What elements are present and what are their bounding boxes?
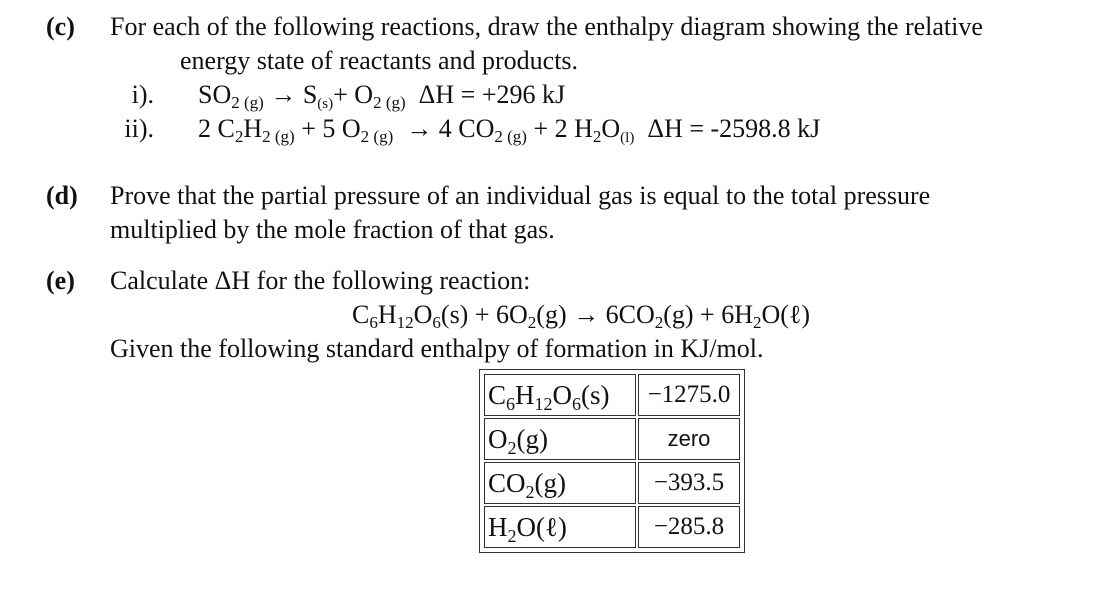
part-c-label: (c)	[46, 12, 75, 41]
table-row	[484, 506, 740, 548]
table-row	[484, 374, 740, 416]
enthalpy-value-cell: zero	[638, 418, 740, 460]
species-cell: $C_6H_{12}O_6(s)$	[484, 374, 636, 416]
part-e-label: (e)	[46, 266, 75, 295]
reaction-ii-equation: 2 C2H2 (g) + 5 O2 (g) → 4 CO2 (g) + 2 H2O(l) ΔH = -2598.8 kJ	[198, 114, 821, 146]
reaction-ii-numeral: ii).	[124, 114, 154, 143]
part-e-reaction: C6H12O6(s) + 6O2(g) → 6CO2(g) + 6H2O(ℓ)	[352, 300, 811, 332]
table-row	[484, 418, 740, 460]
species-cell: $H_2O(\ell)$	[484, 506, 636, 548]
enthalpy-value-cell: −393.5	[638, 462, 740, 504]
enthalpy-value-cell: −285.8	[638, 506, 740, 548]
part-d-question-line-1: Prove that the partial pressure of an individual gas is equal to the total pressure	[110, 181, 931, 210]
part-e-question-line-1: Calculate ΔH for the following reaction:	[110, 266, 531, 295]
species-cell: $O_2(g)$	[484, 418, 636, 460]
part-e-question-line-2: Given the following standard enthalpy of formation in KJ/mol.	[110, 334, 764, 363]
part-c-question-line-2: energy state of reactants and products.	[180, 46, 579, 75]
part-d-question-line-2: multiplied by the mole fraction of that gas.	[110, 215, 555, 244]
part-c-question-line-1: For each of the following reactions, draw the enthalpy diagram showing the relative	[110, 12, 983, 41]
species-cell: $CO_2(g)$	[484, 462, 636, 504]
enthalpy-value-cell: −1275.0	[638, 374, 740, 416]
reaction-i-numeral: i).	[131, 80, 154, 109]
reaction-i-equation: SO2 (g) → S(s)+ O2 (g) ΔH = +296 kJ	[198, 80, 566, 112]
table-row	[484, 462, 740, 504]
enthalpy-table	[479, 369, 745, 553]
part-d-label: (d)	[46, 181, 78, 210]
